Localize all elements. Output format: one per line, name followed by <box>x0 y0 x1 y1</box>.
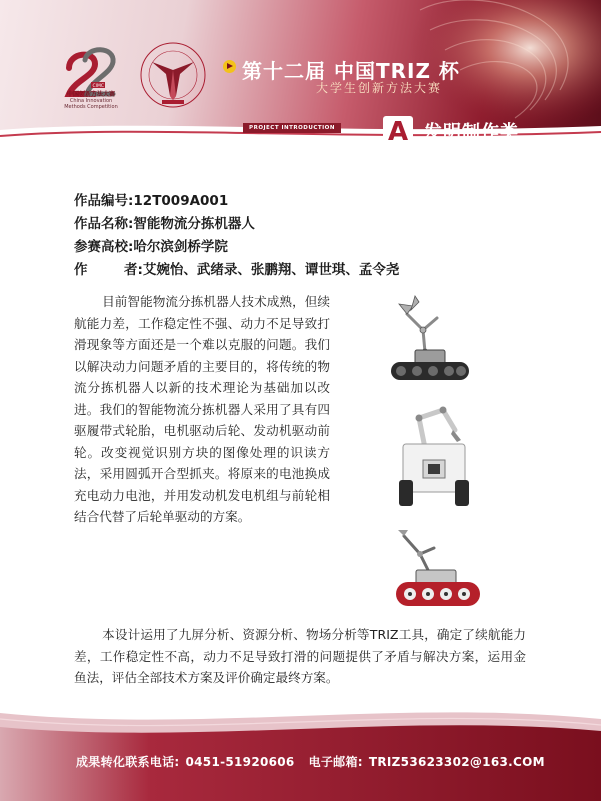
svg-text:CIMC: CIMC <box>92 84 104 89</box>
info-row-name <box>74 213 399 236</box>
info-row-number <box>74 190 399 213</box>
school-label: 参赛高校: <box>74 239 134 255</box>
robot-tracked-arm <box>385 292 475 390</box>
name-value: 智能物流分拣机器人 <box>133 216 255 232</box>
name-label: 作品名称: <box>74 216 134 232</box>
robot-red-tracked <box>390 526 485 610</box>
description-paragraph-1 <box>74 291 330 528</box>
email-value: TRIZ53623302@163.COM <box>368 755 545 769</box>
info-row-authors <box>74 259 399 282</box>
cimc-name-en-1: China Innovation <box>69 98 113 104</box>
category-letter: A <box>383 116 413 148</box>
paragraph-1-text: 目前智能物流分拣机器人技术成熟，但续航能力差，工作稳定性不强、动力不足导致打滑现象等方面还是一个难以克服的问题。我们以解决动力问题矛盾的主要目的，将传统的物流分拣机器人以新的技术理论为基础加以改进。我们的智能物流分拣机器人采用了具有四驱履带式轮胎，电机驱动后轮、发动机驱动前轮。改变视觉识别方块的图像处理的识读方法，采用圆弧开合型抓夹。将原来的电池换成充电动力电池，并用发动机发电机组与前轮相结合代替了后轮单驱动的方案。 <box>74 294 330 524</box>
page-header <box>0 0 601 148</box>
category-title: 发明制作类 <box>424 122 519 143</box>
competition-emblem <box>138 40 208 110</box>
school-value: 哈尔滨剑桥学院 <box>133 239 228 255</box>
number-label: 作品编号: <box>74 193 134 209</box>
play-icon <box>223 60 236 73</box>
cimc-name-en-2: Methods Competition <box>64 104 118 110</box>
cimc-logo-caption <box>46 92 136 110</box>
header-title: 第十二届 中国TRIZ 杯 <box>242 59 460 83</box>
paragraph-2-text: 本设计运用了九屏分析、资源分析、物场分析等TRIZ工具，确定了续航能力差，工作稳定性不高，动力不足导致打滑的问题提供了矛盾与解决方案，运用金鱼法，评估全部技术方案及评价确定最终方案。 <box>74 627 526 685</box>
description-paragraph-2 <box>74 624 526 689</box>
page-footer <box>0 705 601 801</box>
robot-white-arm <box>395 400 475 510</box>
header-subtitle: 大学生创新方法大赛 <box>316 81 443 95</box>
info-row-school <box>74 236 399 259</box>
cimc-name-cn: 中国创新方法大赛 <box>66 91 115 98</box>
authors-label-b: 者: <box>124 262 143 278</box>
authors-label-a: 作 <box>74 262 88 278</box>
number-value: 12T009A001 <box>133 193 229 209</box>
phone-label: 成果转化联系电话: <box>76 755 180 769</box>
phone-value: 0451-51920606 <box>185 755 295 769</box>
authors-value: 艾婉怡、武绪录、张鹏翔、谭世琪、孟令尧 <box>142 262 400 278</box>
email-label: 电子邮箱: <box>308 755 363 769</box>
project-introduction-bar: PROJECT INTRODUCTION <box>243 123 341 133</box>
project-info <box>74 190 399 282</box>
contact-line <box>76 753 545 770</box>
